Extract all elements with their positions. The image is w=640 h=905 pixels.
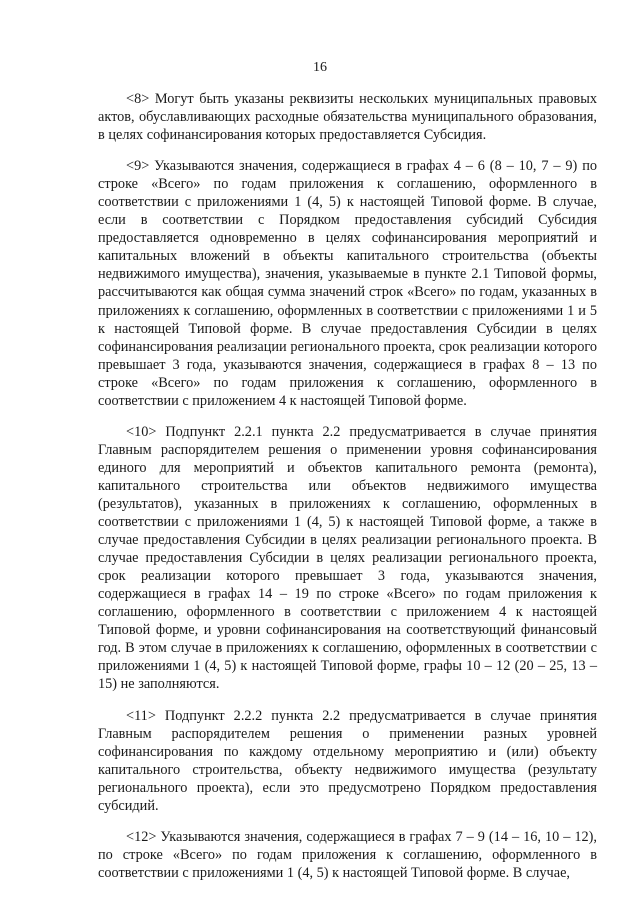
page-number: 16 — [313, 60, 327, 75]
footnote-8-paragraph: <8> Могут быть указаны реквизиты нескольких муниципальных правовых актов, обуславливающих расходные обязательства муниципального образования, в целях софинансирования которых предоставляется Субсидия. — [98, 91, 597, 144]
footnote-11-paragraph: <11> Подпункт 2.2.2 пункта 2.2 предусматривается в случае принятия Главным распорядителем решения о применении разных уровней софинансирования по каждому отдельному мероприятию и (или) объекту капитального строительства, объекту недвижимого имущества (результату регионального проекта), если это предусмотрено Порядком предоставления субсидий. — [98, 707, 597, 814]
footnote-10-paragraph: <10> Подпункт 2.2.1 пункта 2.2 предусматривается в случае принятия Главным распорядителем решения о применении уровня софинансирования единого для мероприятий и объектов капитального ремонта (ремонта), капитального строительства или объектов недвижимого имущества (результатов), указанных в приложениях к соглашению, оформленных в соответствии с приложениями 1 (4, 5) к настоящей Типовой форме, а также в случае предоставления Субсидии в целях реализации регионального проекта. В случае предоставления Субсидии в целях реализации регионального проекта, срок реализации которого превышает 3 года, указываются значения, содержащиеся в графах 14 – 19 по строке «Всего» по годам приложения к соглашению, оформленного в соответствии с приложением 4 к настоящей Типовой форме, и уровни софинансирования на соответствующий финансовый год. В этом случае в приложениях к соглашению, оформленных в соответствии с приложениями 1 (4, 5) к настоящей Типовой форме, графы 10 – 12 (20 – 25, 13 – 15) не заполняются. — [98, 423, 597, 693]
footnote-12-paragraph: <12> Указываются значения, содержащиеся в графах 7 – 9 (14 – 16, 10 – 12), по строке «Всего» по годам приложения к соглашению, оформленного в соответствии с приложениями 1 (4, 5) к настоящей Типовой форме. В случае, — [98, 828, 597, 881]
document-body — [98, 90, 597, 882]
footnote-9-paragraph: <9> Указываются значения, содержащиеся в графах 4 – 6 (8 – 10, 7 – 9) по строке «Всего» по годам приложения к соглашению, оформленного в соответствии с приложениями 1 (4, 5) к настоящей Типовой форме. В случае, если в соответствии с Порядком предоставления субсидий Субсидия предоставляется одновременно в целях софинансирования мероприятий и капитальных вложений в объекты капитального строительства (объекты недвижимого имущества), значения, указываемые в пункте 2.1 Типовой формы, рассчитываются как общая сумма значений строк «Всего» по годам, указанных в приложениях к соглашению, оформленных в соответствии с приложениями 1 и 5 к настоящей Типовой форме. В случае предоставления Субсидии в целях софинансирования реализации регионального проекта, срок реализации которого превышает 3 года, указываются значения, содержащиеся в графах 8 – 13 по строке «Всего» по годам приложения к соглашению, оформленного в соответствии с приложением 4 к настоящей Типовой форме. — [98, 158, 597, 409]
